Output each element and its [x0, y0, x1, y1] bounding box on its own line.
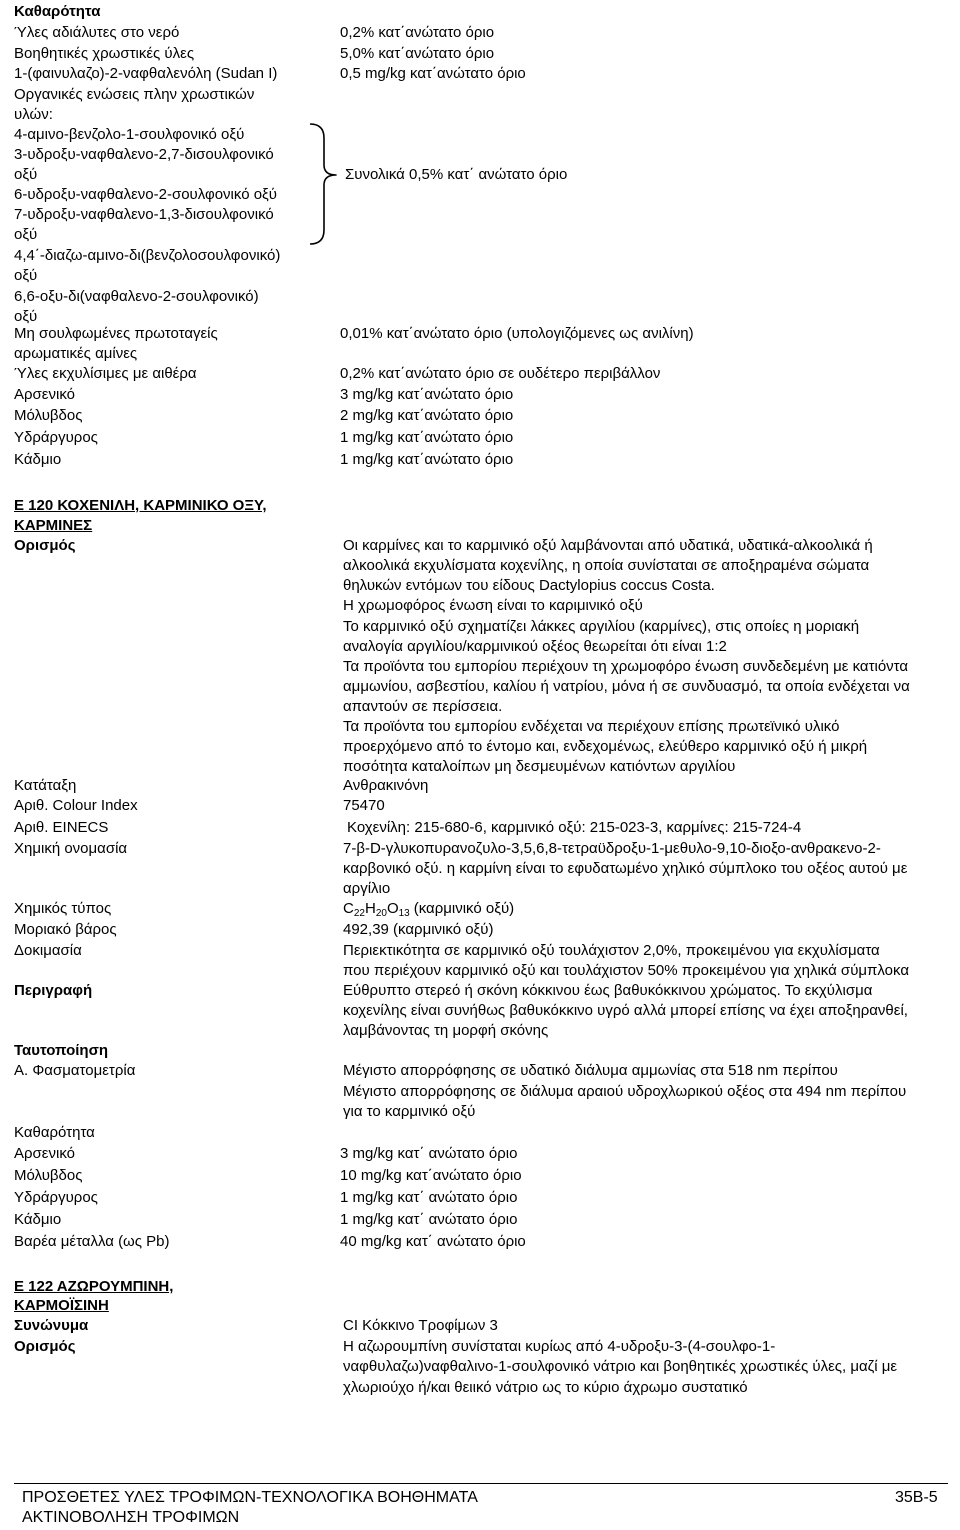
insoluble-matter-value: 0,2% κατ΄ανώτατο όριο [340, 24, 495, 41]
organic-compound-line: 3-υδροξυ-ναφθαλενο-2,7-δισουλφονικό [14, 146, 274, 163]
ether-extractable-value: 0,2% κατ΄ανώτατο όριο σε ουδέτερο περιβάλλον [340, 365, 661, 382]
organic-compounds-label-line: υλών: [14, 106, 53, 123]
e120-metal-label: Κάδμιο [14, 1211, 62, 1228]
footer-title-line: ΑΚΤΙΝΟΒΟΛΗΣΗ ΤΡΟΦΙΜΩΝ [22, 1509, 240, 1526]
chemical-name-label: Χημική ονομασία [14, 840, 128, 857]
e120-definition-line: Το καρμινικό οξύ σχηματίζει λάκκες αργιλίου (καρμίνες), στις οποίες η μοριακή [343, 618, 860, 635]
subsidiary-colours-label: Βοηθητικές χρωστικές ύλες [14, 45, 195, 62]
formula-count-h: 20 [375, 908, 387, 919]
metal-value: 2 mg/kg κατ΄ανώτατο όριο [340, 407, 514, 424]
molecular-weight-value: 492,39 (καρμινικό οξύ) [343, 921, 494, 938]
einecs-value: Κοχενίλη: 215-680-6, καρμινικό οξύ: 215-023-3, καρμίνες: 215-724-4 [347, 819, 802, 836]
e120-metal-value: 10 mg/kg κατ΄ανώτατο όριο [340, 1167, 522, 1184]
organic-compound-line: οξύ [14, 226, 38, 243]
e120-metal-label: Μόλυβδος [14, 1167, 83, 1184]
footer-rule [14, 1483, 948, 1484]
formula-count-o: 13 [398, 908, 410, 919]
metal-label: Αρσενικό [14, 386, 75, 403]
assay-line: που περιέχουν καρμινικό οξύ και τουλάχιστον 50% προκειμένου για χηλικά σύμπλοκα [343, 962, 909, 979]
e122-heading-line: ΚΑΡΜΟΪΣΙΝΗ [14, 1297, 109, 1314]
organic-compound-line: 4-αμινο-βενζολο-1-σουλφονικό οξύ [14, 126, 245, 143]
spectrometry-label: Α. Φασματομετρία [14, 1062, 136, 1079]
e122-definition-label: Ορισμός [14, 1338, 76, 1355]
colour-index-label: Αριθ. Colour Index [14, 797, 138, 814]
organic-compound-line: 6-υδροξυ-ναφθαλενο-2-σουλφονικό οξύ [14, 186, 277, 203]
heavy-metals-label: Βαρέα μέταλλα (ως Pb) [14, 1233, 170, 1250]
e120-definition-line: αναλογία αργιλίου/καρμινικού οξέος θεωρείται ότι είναι 1:2 [343, 638, 727, 655]
e120-definition-line: αλκοολικά εκχυλίσματα κοχενίλης, η οποία συνίσταται σε αποξηραμένα σώματα [343, 557, 870, 574]
organic-compound-line: 7-υδροξυ-ναφθαλενο-1,3-δισουλφονικό [14, 206, 274, 223]
e120-definition-line: αμμωνίου, ασβεστίου, καλίου ή νατρίου, μόνα ή σε συνδυασμό, τα οποία ενδέχεται να [343, 678, 910, 695]
amines-value: 0,01% κατ΄ανώτατο όριο (υπολογιζόμενες ως ανιλίνη) [340, 325, 694, 342]
e120-definition-line: Τα προϊόντα του εμπορίου ενδέχεται να περιέχουν επίσης πρωτεϊνικό υλικό [343, 718, 840, 735]
chemical-formula [343, 899, 954, 919]
chemical-name-line: 7-β-D-γλυκοπυρανοζυλο-3,5,6,8-τετραϋδροξυ-1-μεθυλο-9,10-διοξο-ανθρακενο-2- [343, 840, 881, 857]
e120-metal-value: 1 mg/kg κατ΄ ανώτατο όριο [340, 1211, 518, 1228]
metal-label: Μόλυβδος [14, 407, 83, 424]
e120-definition-label: Ορισμός [14, 537, 76, 554]
metal-value: 1 mg/kg κατ΄ανώτατο όριο [340, 451, 514, 468]
sudan-value: 0,5 mg/kg κατ΄ανώτατο όριο [340, 65, 526, 82]
organic-compound-line: 4,4΄-διαζω-αμινο-δι(βενζολοσουλφονικό) [14, 247, 281, 264]
purity-heading: Καθαρότητα [14, 3, 101, 20]
formula-element-c: C [343, 900, 354, 917]
sudan-label: 1-(φαινυλαζο)-2-ναφθαλενόλη (Sudan I) [14, 65, 278, 82]
formula-element-o: O [386, 900, 399, 917]
synonyms-value: CI Κόκκινο Τροφίμων 3 [343, 1317, 498, 1334]
e120-purity-heading: Καθαρότητα [14, 1124, 95, 1141]
metal-label: Υδράργυρος [14, 429, 98, 446]
spectrometry-line: Μέγιστο απορρόφησης σε υδατικό διάλυμα αμμωνίας στα 518 nm περίπου [343, 1062, 838, 1079]
e120-definition-line: προερχόμενο από το έντομο και, ενδεχομένως, ελεύθερο καρμινικό οξύ ή μικρή [343, 738, 868, 755]
ether-extractable-label: Ύλες εκχυλίσιμες με αιθέρα [14, 365, 197, 382]
spectrometry-line: Μέγιστο απορρόφησης σε διάλυμα αραιού υδροχλωρικού οξέος στα 494 nm περίπου [343, 1083, 907, 1100]
e120-metal-label: Υδράργυρος [14, 1189, 98, 1206]
synonyms-label: Συνώνυμα [14, 1317, 89, 1334]
identification-heading: Ταυτοποίηση [14, 1042, 109, 1059]
amines-label-line: αρωματικές αμίνες [14, 345, 138, 362]
description-line: λαμβάνοντας τη μορφή σκόνης [343, 1022, 549, 1039]
curly-brace [306, 118, 346, 250]
e120-metal-value: 1 mg/kg κατ΄ ανώτατο όριο [340, 1189, 518, 1206]
assay-line: Περιεκτικότητα σε καρμινικό οξύ τουλάχιστον 2,0%, προκειμένου για εκχυλίσματα [343, 942, 880, 959]
colour-index-value: 75470 [343, 797, 385, 814]
metal-value: 1 mg/kg κατ΄ανώτατο όριο [340, 429, 514, 446]
description-line: Εύθρυπτο στερεό ή σκόνη κόκκινου έως βαθυκόκκινου χρώματος. Το εκχύλισμα [343, 982, 873, 999]
amines-label-line: Μη σουλφωμένες πρωτοταγείς [14, 325, 218, 342]
e120-metal-label: Αρσενικό [14, 1145, 75, 1162]
heavy-metals-value: 40 mg/kg κατ΄ ανώτατο όριο [340, 1233, 526, 1250]
metal-value: 3 mg/kg κατ΄ανώτατο όριο [340, 386, 514, 403]
insoluble-matter-label: Ύλες αδιάλυτες στο νερό [14, 24, 180, 41]
organic-compound-line: οξύ [14, 267, 38, 284]
subsidiary-colours-value: 5,0% κατ΄ανώτατο όριο [340, 45, 495, 62]
spectrometry-line: για το καρμινικό οξύ [343, 1103, 476, 1120]
footer-title-line: ΠΡΟΣΘΕΤΕΣ ΥΛΕΣ ΤΡΟΦΙΜΩΝ-ΤΕΧΝΟΛΟΓΙΚΑ ΒΟΗΘΗΜΑΤΑ [22, 1489, 478, 1506]
chemical-formula-label: Χημικός τύπος [14, 900, 112, 917]
page-number: 35Β-5 [895, 1489, 938, 1506]
e120-definition-line: απαντούν σε περίσσεια. [343, 698, 503, 715]
molecular-weight-label: Μοριακό βάρος [14, 921, 117, 938]
e120-definition-line: Οι καρμίνες και το καρμινικό οξύ λαμβάνονται από υδατικά, υδατικά-αλκοολικά ή [343, 537, 873, 554]
chemical-name-line: αργίλιο [343, 880, 391, 897]
description-label: Περιγραφή [14, 982, 93, 999]
organic-compounds-label-line: Οργανικές ενώσεις πλην χρωστικών [14, 86, 255, 103]
chemical-name-line: καρβονικό οξύ. η καρμίνη είναι το εφυδατωμένο χηλικό σύμπλοκο του οξέος αυτού με [343, 860, 908, 877]
formula-count-c: 22 [353, 908, 365, 919]
e120-heading-line: Ε 120 ΚΟΧΕΝΙΛΗ, ΚΑΡΜΙΝΙΚΟ ΟΞΥ, [14, 497, 267, 514]
organic-compound-line: οξύ [14, 308, 38, 325]
assay-label: Δοκιμασία [14, 942, 82, 959]
organic-total-value: Συνολικά 0,5% κατ΄ ανώτατο όριο [345, 166, 568, 183]
e120-definition-line: Τα προϊόντα του εμπορίου περιέχουν τη χρωμοφόρο ένωση συνδεδεμένη με κατιόντα [343, 658, 909, 675]
e120-heading-line: ΚΑΡΜΙΝΕΣ [14, 517, 93, 534]
organic-compound-line: 6,6-οξυ-δι(ναφθαλενο-2-σουλφονικό) [14, 288, 259, 305]
e120-definition-line: Η χρωμοφόρος ένωση είναι το καριμινικό οξύ [343, 597, 643, 614]
e120-definition-line: ποσότητα καταλοίπων μη δεσμευμένων κατιόντων αργιλίου [343, 758, 736, 775]
description-line: κοχενίλης είναι συνήθως βαθυκόκκινο υγρό αλλά μπορεί επίσης να έχει αποξηρανθεί, [343, 1002, 908, 1019]
e122-definition-line: χλωριούχο ή/και θειικό νάτριο ως το κύριο άχρωμο συστατικό [343, 1379, 748, 1396]
organic-compound-line: οξύ [14, 166, 38, 183]
classification-value: Ανθρακινόνη [343, 777, 429, 794]
e120-metal-value: 3 mg/kg κατ΄ ανώτατο όριο [340, 1145, 518, 1162]
classification-label: Κατάταξη [14, 777, 77, 794]
e120-definition-line: θηλυκών εντόμων του είδους Dactylopius coccus Costa. [343, 577, 715, 594]
einecs-label: Αριθ. EINECS [14, 819, 109, 836]
e122-definition-line: Η αζωρουμπίνη συνίσταται κυρίως από 4-υδροξυ-3-(4-σουλφο-1- [343, 1338, 776, 1355]
e122-definition-line: ναφθυλαζω)ναφθαλινο-1-σουλφονικό νάτριο και βοηθητικές χρωστικές ύλες, μαζί με [343, 1358, 898, 1375]
formula-note: (καρμινικό οξύ) [413, 900, 515, 917]
e122-heading-line: Ε 122 ΑΖΩΡΟΥΜΠΙΝΗ, [14, 1278, 174, 1295]
metal-label: Κάδμιο [14, 451, 62, 468]
formula-element-h: H [364, 900, 376, 917]
